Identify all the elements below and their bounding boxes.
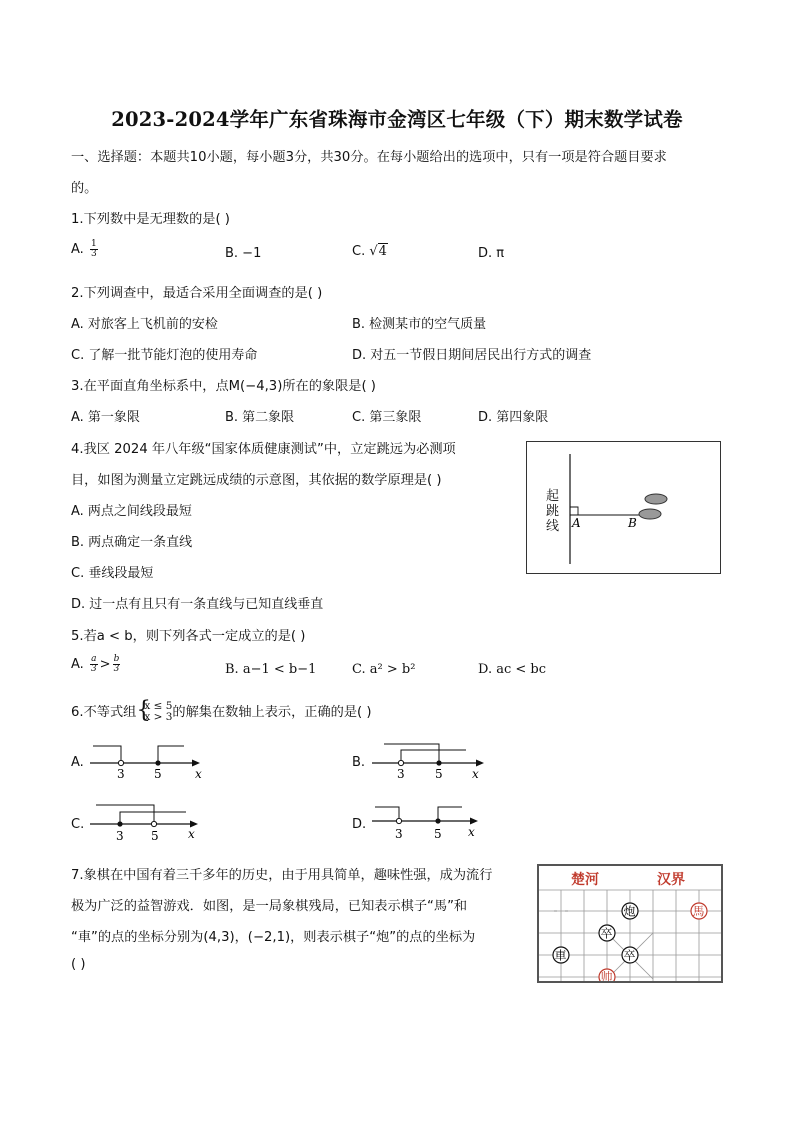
q1-option-b: B. −1 <box>225 246 262 261</box>
footprint-2 <box>639 509 661 519</box>
q6-option-a-label: A. <box>71 755 84 770</box>
q5-a-den-right: 3 <box>113 664 120 674</box>
q2-stem: 2.下列调查中，最适合采用全面调查的是( ) <box>71 286 323 301</box>
page-title: 2023-2024学年广东省珠海市金湾区七年级（下）期末数学试卷 <box>111 108 683 131</box>
svg-text:卒: 卒 <box>623 948 636 963</box>
q6-d-axis-var: x <box>468 825 475 839</box>
svg-text:馬: 馬 <box>692 904 705 919</box>
q6-option-c-numberline <box>88 800 208 842</box>
q7-stem-line2: 极为广泛的益智游戏．如图，是一局象棋残局，已知表示棋子“馬”和 <box>71 899 468 914</box>
q6-option-b-label: B. <box>352 755 366 770</box>
q2-option-b: B. 检测某市的空气质量 <box>352 317 487 332</box>
q1-stem: 1.下列数中是无理数的是( ) <box>71 212 230 227</box>
q6-a-tick-5: 5 <box>154 767 162 780</box>
q4-option-b: B. 两点确定一条直线 <box>71 535 193 550</box>
q1-option-a-label: A. <box>71 242 84 257</box>
q3-option-c: C. 第三象限 <box>352 410 422 425</box>
q6-option-d-label: D. <box>352 817 367 832</box>
piece-zu-1 <box>599 925 615 941</box>
q4-stem-line2: 目，如图为测量立定跳远成绩的示意图，其依据的数学原理是( ) <box>71 473 442 488</box>
brace-symbol: { <box>136 697 151 723</box>
q5-a-den-left: 3 <box>90 664 97 674</box>
q6-d-tick-5: 5 <box>434 827 442 841</box>
q6-stem-pre: 6.不等式组 <box>71 705 137 720</box>
q6-option-b-numberline <box>370 738 490 780</box>
svg-text:卒: 卒 <box>600 926 613 941</box>
q6-stem <box>71 697 372 723</box>
q1-option-a-fraction <box>90 240 98 259</box>
q3-stem: 3.在平面直角坐标系中，点M(−4,3)所在的象限是( ) <box>71 379 376 394</box>
q6-c-tick-3: 3 <box>116 829 124 842</box>
q6-c-tick-5: 5 <box>151 829 159 842</box>
piece-ma <box>691 903 707 919</box>
q4-long-jump-figure <box>526 441 721 574</box>
q6-b-tick-3: 3 <box>397 767 405 780</box>
q5-a-num-left: a <box>91 654 97 664</box>
q5-a-fraction-left <box>90 655 98 674</box>
q2-option-d: D. 对五一节假日期间居民出行方式的调查 <box>352 348 592 363</box>
q5-a-operator: > <box>99 657 111 672</box>
q7-xiangqi-board <box>537 864 723 983</box>
q5-stem: 5.若a < b，则下列各式一定成立的是( ) <box>71 629 306 644</box>
takeoff-line-label: 起跳线 <box>546 489 560 534</box>
piece-pao <box>622 903 638 919</box>
piece-zu-2 <box>622 947 638 963</box>
q1-c-radicand: 4 <box>378 244 387 259</box>
section-intro-line1: 一、选择题：本题共10小题，每小题3分，共30分。在每小题给出的选项中，只有一项是符合题目要求 <box>71 150 667 165</box>
q1-a-numerator: 1 <box>90 239 97 249</box>
q6-a-tick-3: 3 <box>117 767 125 780</box>
q1-option-a <box>71 240 100 259</box>
q5-option-a-label: A. <box>71 657 84 672</box>
q6-b-axis-var: x <box>472 767 479 780</box>
q6-stem-post: 的解集在数轴上表示，正确的是( ) <box>172 705 372 720</box>
q7-stem-line3: “車”的点的坐标分别为(4,3)，(−2,1)，则表示棋子“炮”的点的坐标为 <box>71 930 476 945</box>
q1-option-d: D. π <box>478 246 505 261</box>
board-river-left: 楚河 <box>571 872 599 888</box>
svg-text:帅: 帅 <box>600 970 613 981</box>
footprint-1 <box>645 494 667 504</box>
q3-option-b: B. 第二象限 <box>225 410 295 425</box>
piece-ju <box>553 947 569 963</box>
xiangqi-board-drawing <box>539 866 721 981</box>
q6-option-c-label: C. <box>71 817 85 832</box>
q1-option-c-label: C. <box>352 244 370 259</box>
q6-option-a-numberline <box>88 740 208 780</box>
q4-stem-line1: 4.我区 2024 年八年级“国家体质健康测试”中，立定跳远为必测项 <box>71 442 456 457</box>
q2-option-a: A. 对旅客上飞机前的安检 <box>71 317 218 332</box>
q2-option-c: C. 了解一批节能灯泡的使用寿命 <box>71 348 258 363</box>
q1-a-denominator: 3 <box>90 249 97 259</box>
q3-option-d: D. 第四象限 <box>478 410 549 425</box>
q4-option-c: C. 垂线段最短 <box>71 566 154 581</box>
q1-option-c <box>352 244 388 259</box>
section-intro-line2: 的。 <box>71 181 98 196</box>
board-river-right: 汉界 <box>657 872 685 888</box>
svg-text:炮: 炮 <box>623 904 636 919</box>
q6-b-tick-5: 5 <box>435 767 443 780</box>
q4-option-d: D. 过一点有且只有一条直线与已知直线垂直 <box>71 597 324 612</box>
point-a-label: A <box>572 516 581 530</box>
q5-option-d: D. ac < bc <box>478 662 547 677</box>
q5-option-b: B. a−1 < b−1 <box>225 662 317 677</box>
q5-option-c: C. a² > b² <box>352 662 416 677</box>
svg-text:車: 車 <box>554 948 567 963</box>
piece-shuai <box>599 969 615 981</box>
q3-option-a: A. 第一象限 <box>71 410 140 425</box>
sqrt-symbol: √ <box>369 244 378 259</box>
q6-c-axis-var: x <box>188 827 195 841</box>
q6-sys-line2: x > 3 <box>144 711 173 723</box>
q4-option-a: A. 两点之间线段最短 <box>71 504 192 519</box>
q6-sys-line1: x ≤ 5 <box>144 700 173 712</box>
q5-a-num-right: b <box>113 654 120 664</box>
q7-stem-line1: 7.象棋在中国有着三千多年的历史，由于用具简单，趣味性强，成为流行 <box>71 868 493 883</box>
q7-stem-line4: ( ) <box>71 957 86 972</box>
q5-a-fraction-right <box>113 655 121 674</box>
right-angle-mark <box>570 507 578 515</box>
q6-a-axis-var: x <box>195 767 202 780</box>
q5-option-a <box>71 655 122 674</box>
q6-option-d-numberline <box>370 800 490 842</box>
q6-inequality-system <box>136 697 173 723</box>
q6-d-tick-3: 3 <box>395 827 403 841</box>
point-b-label: B <box>628 516 637 530</box>
